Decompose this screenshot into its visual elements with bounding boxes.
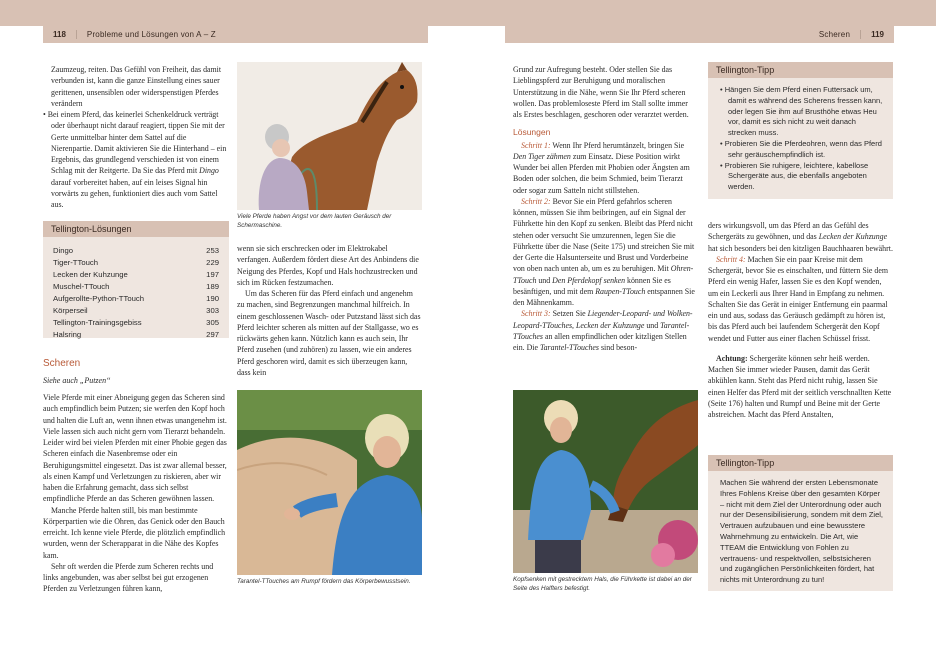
solution-page: 189 (206, 282, 219, 291)
right-page-number: 119 (860, 30, 894, 39)
step-4: Schritt 4: Machen Sie ein paar Kreise mit dem Schergerät, bevor Sie es einschalten, und füttern Sie dem Pferd ein wenig Hafer, lassen Sie es den Kopf wenden, um ein Leckerli aus Ihrer Hand in Empfang zu nehmen. Schalten Sie das Gerät in einiger Entfernung ein paarmal ein und aus, sodass das Geräusch gedämpft zu hören ist, bis das Pferd auch bei laufendem Schergerät den Kopf wendet und Futter aus einer flachen Schüssel frisst. (708, 254, 888, 343)
solution-name: Körperseil (53, 306, 88, 315)
caption-3: Kopfsenken mit gestrecktem Hals, die Führkette ist dabei an der Seite des Halfters befestigt. (513, 576, 692, 592)
tip1-bullet: • Hängen Sie dem Pferd einen Futtersack um, damit es während des Scherens fressen kann, oder legen Sie ihm auf Brusthöhe etwas Heu vor, damit es sich nicht zu weit danach strecken muss. (720, 85, 883, 138)
scheren-para3: Sehr oft werden die Pferde zum Scheren rechts und links angebunden, was aber selbst bei gut erzogenen Pferden zu Verletzungen führen kann, (43, 561, 214, 594)
col1-para1: Zaumzeug, reiten. Das Gefühl von Freiheit, das damit verbunden ist, kann die ganze Einstellung eines sauer gerittenen, unsensiblen oder widerspenstigen Pferdes verändern (51, 65, 222, 108)
solution-page: 190 (206, 294, 219, 303)
loesungen-heading: Lösungen (513, 127, 551, 138)
col2-para1: wenn sie sich erschrecken oder im Elektrokabel verfangen. Außerdem fördert diese Art des Anbindens die Neigung des Pferdes, Kopf und Hals hochzustrecken und sich im Rücken festzumachen. (237, 244, 419, 287)
solution-item (53, 269, 219, 281)
scheren-para1: Viele Pferde mit einer Abneigung gegen das Scheren sind auch empfindlich beim Putzen; sie werfen den Kopf hoch und halten die Luft an, wenn ihnen etwas unangenehm ist. Viele lassen sich auch nicht gern vom Tierarzt behandeln. Leider wird bei vielen Pferden mit einer Phobie gegen das Scheren einfach die Nasenbremse oder ein Beruhigungsmittel eingesetzt. Das ist zwar allemal besser, als einen Kampf und Verletzungen zu riskieren, aber wir haben die Erfahrung gemacht, dass sich selbst empfindliche Pferde an das Scheren gewöhnen lassen. (43, 393, 227, 504)
solutions-box (43, 221, 229, 338)
solution-page: 197 (206, 270, 219, 279)
solution-name: Tiger-TTouch (53, 258, 98, 267)
warning-para: Achtung: Schergeräte können sehr heiß werden. Machen Sie immer wieder Pausen, damit das Gerät abkühlen kann. Steht das Pferd nicht ruhig, lassen Sie einen Helfer das Pferd mit der seitlich verschnallten Kette (Seite 176) halten und Rumpf und Beine mit der Gerte abstreichen. Macht das Pferd Anstalten, (708, 353, 892, 419)
solution-item (53, 281, 219, 293)
solutions-title: Tellington-Lösungen (43, 221, 229, 237)
solution-name: Tellington-Trainingsgebiss (53, 318, 142, 327)
solution-page: 305 (206, 318, 219, 327)
scheren-text (43, 392, 229, 595)
tip1-title: Tellington-Tipp (708, 62, 893, 78)
horse-sketch-image (237, 62, 422, 210)
section-subtitle: Siehe auch „Putzen“ (43, 376, 111, 385)
solution-name: Dingo (53, 246, 74, 255)
tip2-text: Machen Sie während der ersten Lebensmonate Ihres Fohlens Kreise über den gesamten Körper – nicht mit dem Ziel der Unterordnung oder auch nur der Desensibilisierung, sondern mit dem Ziel, Vertrauen aufzubauen und eine bewusstere Wahrnehmung zu entwickeln. Die Art, wie TTEAM die Entwicklung von Fohlen zu vertrauens- und respektvollen, selbstsicheren und zugänglichen Persönlichkeiten fördert, hat nichts mit Unterordnung zu tun! (720, 478, 883, 585)
solution-item (53, 329, 219, 341)
col3-text (513, 64, 697, 353)
step-3: Schritt 3: Setzen Sie Liegender-Leopard- und Wolken-Leopard-TTouches, Lecken der Kuhzunge und Tarantel-TTouches an allen empfindlichen oder kitzligen Stellen ein. Die Tarantel-TTouches sind beson- (513, 309, 693, 352)
solution-item (53, 245, 219, 257)
col4-para1: ders wirkungsvoll, um das Pferd an das Gefühl des Schergeräts zu gewöhnen, und das Lecken der Kuhzunge hat sich besonders bei den kitzligen Bauchhaaren bewährt. (708, 221, 893, 253)
col4-text (708, 220, 893, 420)
caption-1: Viele Pferde haben Angst vor dem lauten Geräusch der Schermaschine. (237, 213, 392, 229)
tip-box-2 (708, 455, 893, 591)
solution-name: Lecken der Kuhzunge (53, 270, 128, 279)
scheren-para2: Manche Pferde halten still, bis man bestimmte Körperpartien wie die Ohren, das Genick oder den Bauch erreicht. Ich kenne viele Pferde, die plötzlich empfindlich wurden, wenn der Scherapparat in die Nähe des Kopfes kam. (43, 505, 226, 560)
tip1-list (708, 78, 893, 200)
tip1-bullet-text: Probieren Sie ruhigere, leichtere, kabellose Schergeräte aus, die ebenfalls angeboten werden. (724, 160, 869, 192)
col1-text (43, 64, 229, 210)
left-running-title: Probleme und Lösungen von A – Z (86, 30, 216, 39)
col3-para1: Grund zur Aufregung besteht. Oder stellen Sie das Lieblingspferd zur Beruhigung und moralischen Unterstützung in die Nähe, wenn Sie Ihr Pferd scheren wollen. Das problemloseste Pferd im Stall sollte immer als Erstes beschlagen, geschoren oder verarztet werden. (513, 65, 689, 119)
woman-grooming-photo (237, 390, 422, 575)
col2-text (237, 243, 422, 378)
top-color-band (0, 0, 936, 26)
tip-box-1 (708, 62, 893, 199)
tip1-bullet-text: Probieren Sie die Pferdeohren, wenn das Pferd sehr geräuschempfindlich ist. (724, 138, 882, 159)
tip1-bullet: • Probieren Sie die Pferdeohren, wenn das Pferd sehr geräuschempfindlich ist. (720, 138, 882, 159)
caption-2: Tarantel-TTouches am Rumpf fördern das Körperbewusstsein. (237, 578, 411, 585)
solution-item (53, 305, 219, 317)
tip1-bullet: • Probieren Sie ruhigere, leichtere, kabellose Schergeräte aus, die ebenfalls angeboten werden. (720, 160, 869, 192)
solution-name: Aufgerollte-Python-TTouch (53, 294, 145, 303)
solution-page: 229 (206, 258, 219, 267)
left-page-number: 118 (43, 30, 77, 39)
left-page-header (43, 26, 428, 43)
solution-page: 303 (206, 306, 219, 315)
solutions-list (43, 237, 229, 347)
col1-bullet: • Bei einem Pferd, das keinerlei Schenkeldruck verträgt oder überhaupt nicht darauf reagiert, tippen Sie mit der Gerte unmittelbar hinter dem Sattel auf die Nierenpartie. Damit aktivieren Sie die Hinterhand – ein Ergebnis, das grundlegend verschieden ist von einem Schlag mit der Reitgerte. Da Sie das Pferd mit Dingo darauf vorbereitet haben, auf ein leises Signal hin vorwärts zu gehen, funktioniert dies auch vom Sattel aus. (43, 110, 227, 209)
right-page-header (505, 26, 894, 43)
solution-item (53, 257, 219, 269)
tip2-title: Tellington-Tipp (708, 455, 893, 471)
horse-head-lowering-photo (513, 390, 698, 573)
tip1-bullet-text: Hängen Sie dem Pferd einen Futtersack um, damit es während des Scherens fressen kann, oder legen Sie ihm auf Brusthöhe etwas Heu vor, damit es sich nicht zu weit danach strecken muss. (724, 85, 883, 138)
col2-para2: Um das Scheren für das Pferd einfach und angenehm zu machen, sind Begrenzungen manchmal hilfreich. In einem geschlossenen Wasch- oder Putzstand lässt sich das Pferd leichter scheren als mitten auf der Stallgasse, wo es rückwärts gehen kann. Nützlich kann es auch sein, Ihr Pferd zusehen (und zuhören) zu lassen, wie ein anderes Pferd geschoren wird, damit es sich überzeugen kann, dass kein (237, 289, 421, 377)
section-title: Scheren (43, 358, 81, 369)
solution-item (53, 293, 219, 305)
solution-page: 297 (206, 330, 219, 339)
right-running-title: Scheren (818, 30, 851, 39)
solution-page: 253 (206, 246, 219, 255)
solution-item (53, 317, 219, 329)
solution-name: Muschel-TTouch (53, 282, 110, 291)
solution-name: Halsring (53, 330, 82, 339)
step-1: Schritt 1: Wenn Ihr Pferd herumtänzelt, bringen Sie Den Tiger zähmen zum Einsatz. Diese Position wirkt Wunder bei allen Pferden mit Phobien oder Ängsten am Boden oder solchen, die beim Schmied, beim Tierarzt oder sogar zum Satteln nicht stillstehen. (513, 140, 690, 195)
step-2: Schritt 2: Bevor Sie ein Pferd gefahrlos scheren können, müssen Sie ihm beibringen, auf ein Signal der Führkette hin den Kopf zu senken. Bleibt das Pferd nicht stehen oder versucht Sie umzurennen, legen Sie die Führkette über die Nase (Seite 175) und streichen Sie mit der Gerte die Halsunterseite und Brust und Vorderbeine von oben nach unten ab, um es zu beruhigen. Mit Ohren-TTouch und Den Pferdekopf senken können Sie es besänftigen, und mit dem Raupen-TTouch entspannen Sie den Mähnenkamm. (513, 196, 695, 307)
